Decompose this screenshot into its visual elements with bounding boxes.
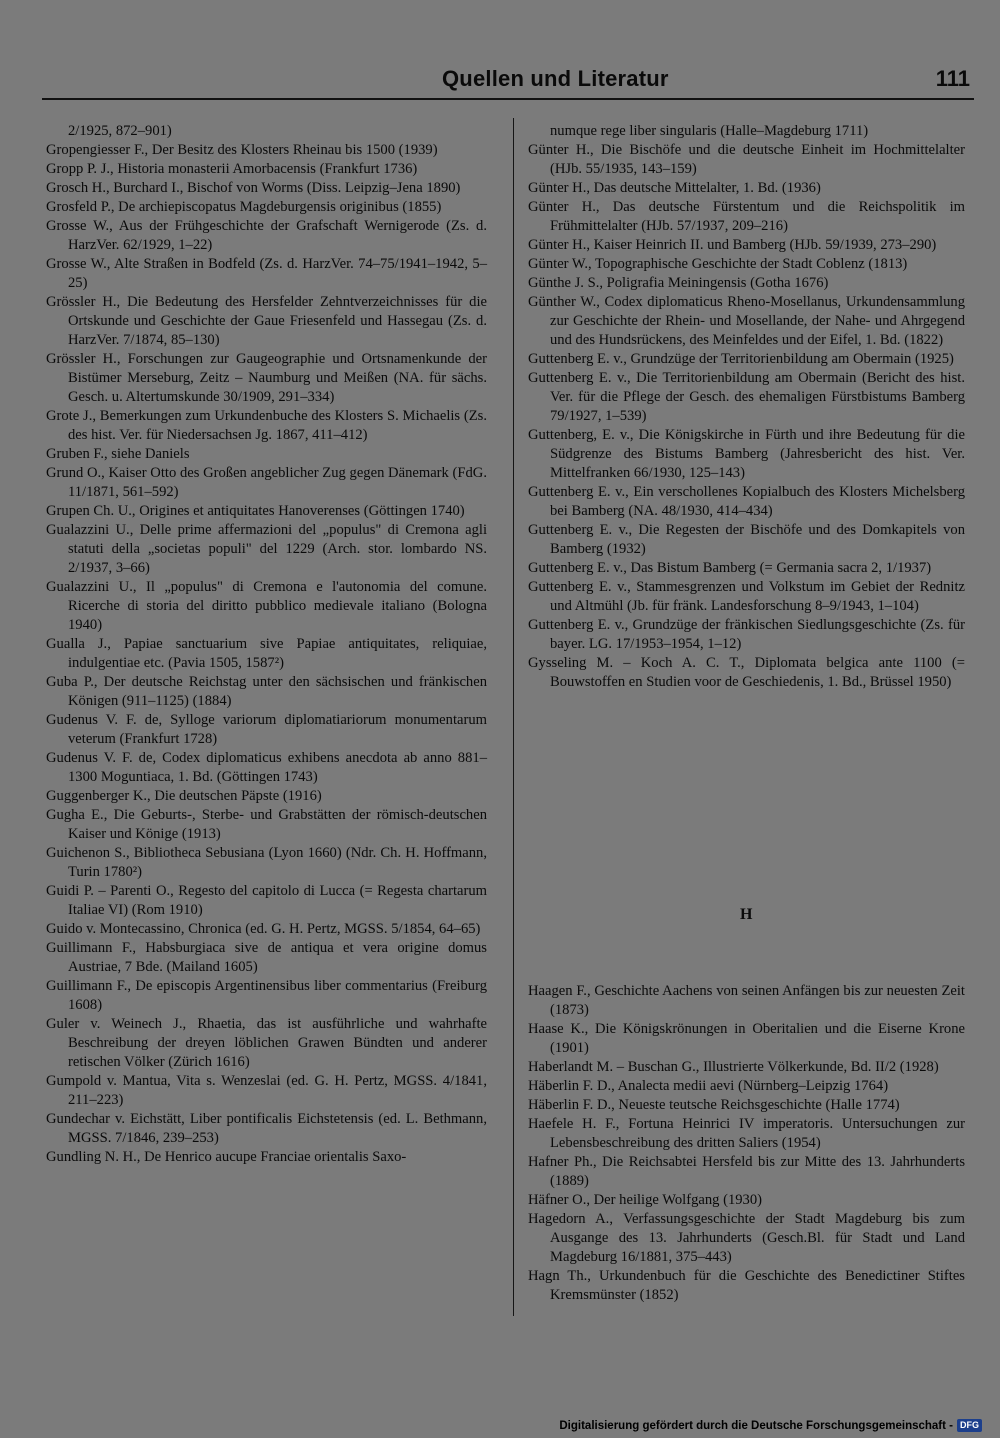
bibliography-entry: Guttenberg E. v., Ein verschollenes Kopialbuch des Klosters Michelsberg bei Bamberg (NA. 48/1930, 414–434) xyxy=(528,484,965,519)
bibliography-entry: Guttenberg E. v., Stammesgrenzen und Volkstum im Gebiet der Rednitz und Altmühl (Jb. für fränk. Landesforschung 8–9/1943, 1–104) xyxy=(528,579,965,614)
bibliography-entry: Grosse W., Aus der Frühgeschichte der Grafschaft Wernigerode (Zs. d. HarzVer. 62/1929, 1–22) xyxy=(46,218,487,253)
bibliography-entry: Grössler H., Die Bedeutung des Hersfelder Zehntverzeichnisses für die Ortskunde und Geschichte der Gaue Friesenfeld und Hassegau (Zs. d. HarzVer. 7/1874, 85–130) xyxy=(46,294,487,348)
bibliography-entry: Gudenus V. F. de, Codex diplomaticus exhibens anecdota ab anno 881–1300 Moguntiaca, 1. Bd. (Göttingen 1743) xyxy=(46,750,487,785)
bibliography-entry: Grosfeld P., De archiepiscopatus Magdeburgensis originibus (1855) xyxy=(46,199,442,215)
bibliography-entry: Gualazzini U., Delle prime affermazioni del „populus" di Cremona agli statuti della „societas populi" del 1229 (Arch. stor. lombardo NS. 2/1937, 3–66) xyxy=(46,522,487,576)
bibliography-entry: Guggenberger K., Die deutschen Päpste (1916) xyxy=(46,788,322,804)
bibliography-entry: Gropp P. J., Historia monasterii Amorbacensis (Frankfurt 1736) xyxy=(46,161,418,177)
bibliography-entry: Günter H., Das deutsche Mittelalter, 1. Bd. (1936) xyxy=(528,180,821,196)
bibliography-entry: Guido v. Montecassino, Chronica (ed. G. H. Pertz, MGSS. 5/1854, 64–65) xyxy=(46,921,481,937)
bibliography-entry: Guttenberg E. v., Grundzüge der fränkischen Siedlungsgeschichte (Zs. für bayer. LG. 17/1953–1954, 1–12) xyxy=(528,617,965,652)
bibliography-entry: Haefele H. F., Fortuna Heinrici IV imperatoris. Untersuchungen zur Lebensbeschreibung des dritten Saliers (1954) xyxy=(528,1116,965,1151)
page-title: Quellen und Literatur xyxy=(442,66,669,91)
bibliography-entry: Häberlin F. D., Analecta medii aevi (Nürnberg–Leipzig 1764) xyxy=(528,1078,889,1094)
bibliography-entry: Gundling N. H., De Henrico aucupe Franciae orientalis Saxo- xyxy=(46,1149,407,1165)
bibliography-entry: Günter H., Kaiser Heinrich II. und Bamberg (HJb. 59/1939, 273–290) xyxy=(528,237,937,253)
bibliography-entry: Grosch H., Burchard I., Bischof von Worms (Diss. Leipzig–Jena 1890) xyxy=(46,180,461,196)
bibliography-entry: Häfner O., Der heilige Wolfgang (1930) xyxy=(528,1192,763,1208)
bibliography-entry: Guba P., Der deutsche Reichstag unter den sächsischen und fränkischen Königen (911–1125) (1884) xyxy=(46,674,487,709)
running-head xyxy=(42,62,974,100)
right-column xyxy=(528,122,965,692)
bibliography-entry: Hafner Ph., Die Reichsabtei Hersfeld bis zur Mitte des 13. Jahrhunderts (1889) xyxy=(528,1154,965,1189)
bibliography-entry: Hagn Th., Urkundenbuch für die Geschichte des Benedictiner Stiftes Kremsmünster (1852) xyxy=(528,1268,965,1303)
bibliography-entry: Günter H., Das deutsche Fürstentum und die Reichspolitik im Frühmittelalter (HJb. 57/1937, 209–216) xyxy=(528,199,965,234)
footer-text: Digitalisierung gefördert durch die Deutsche Forschungsgemeinschaft - xyxy=(559,1419,953,1432)
bibliography-entry: Gruben F., siehe Daniels xyxy=(46,446,190,462)
bibliography-entry: Grote J., Bemerkungen zum Urkundenbuche des Klosters S. Michaelis (Zs. des hist. Ver. für Niedersachsen Jg. 1867, 411–412) xyxy=(46,408,487,443)
bibliography-entry: Gugha E., Die Geburts-, Sterbe- und Grabstätten der römisch-deutschen Kaiser und Könige (1913) xyxy=(46,807,487,842)
bibliography-entry: Grosse W., Alte Straßen in Bodfeld (Zs. d. HarzVer. 74–75/1941–1942, 5–25) xyxy=(46,256,487,291)
bibliography-entry: Guillimann F., Habsburgiaca sive de antiqua et vera origine domus Austriae, 7 Bde. (Mailand 1605) xyxy=(46,940,487,975)
bibliography-entry: Günter W., Topographische Geschichte der Stadt Coblenz (1813) xyxy=(528,256,908,272)
bibliography-entry: Gudenus V. F. de, Sylloge variorum diplomatiariorum monumentarum veterum (Frankfurt 1728) xyxy=(46,712,487,747)
dfg-logo: DFG xyxy=(957,1419,982,1432)
bibliography-entry: Gualla J., Papiae sanctuarium sive Papiae antiquitates, reliquiae, indulgentiae etc. (Pavia 1505, 1587²) xyxy=(46,636,487,671)
section-h-entries xyxy=(528,982,965,1305)
bibliography-entry: Gualazzini U., Il „populus" di Cremona e l'autonomia del comune. Ricerche di storia del diritto pubblico medievale italiano (Bologna 1940) xyxy=(46,579,487,633)
bibliography-entry: Gundechar v. Eichstätt, Liber pontificalis Eichstetensis (ed. L. Bethmann, MGSS. 7/1846, 239–253) xyxy=(46,1111,487,1146)
bibliography-entry: Häberlin F. D., Neueste teutsche Reichsgeschichte (Halle 1774) xyxy=(528,1097,900,1113)
bibliography-entry: Günter H., Die Bischöfe und die deutsche Einheit im Hochmittelalter (HJb. 55/1935, 143–159) xyxy=(528,142,965,177)
bibliography-entry: Guttenberg E. v., Das Bistum Bamberg (= Germania sacra 2, 1/1937) xyxy=(528,560,932,576)
page-number: 111 xyxy=(935,66,970,91)
bibliography-entry: Hagedorn A., Verfassungsgeschichte der Stadt Magdeburg bis zum Ausgange des 13. Jahrhunderts (Gesch.Bl. für Stadt und Land Magdeburg 16/1881, 375–443) xyxy=(528,1211,965,1265)
bibliography-entry: Guidi P. – Parenti O., Regesto del capitolo di Lucca (= Regesta chartarum Italiae VI) (Rom 1910) xyxy=(46,883,487,918)
bibliography-entry: Guttenberg E. v., Grundzüge der Territorienbildung am Obermain (1925) xyxy=(528,351,954,367)
bibliography-entry: Grössler H., Forschungen zur Gaugeographie und Ortsnamenkunde der Bistümer Merseburg, Zeitz – Naumburg und Meißen (NA. für sächs. Gesch. u. Altertumskunde 30/1909, 291–334) xyxy=(46,351,487,405)
bibliography-entry: Guttenberg E. v., Die Territorienbildung am Obermain (Bericht des hist. Ver. für die Pflege der Gesch. des ehemaligen Fürstbistums Bamberg 79/1927, 1–539) xyxy=(528,370,965,424)
bibliography-entry: Günther W., Codex diplomaticus Rheno-Mosellanus, Urkundensammlung zur Geschichte der Rhein- und Mosellande, der Nahe- und Ahrgegend und des Hundsrückens, des Meinfeldes und der Eifel, 1. Bd. (1822) xyxy=(528,294,965,348)
bibliography-entry: Gysseling M. – Koch A. C. T., Diplomata belgica ante 1100 (= Bouwstoffen en Studien voor de Geschiedenis, 1. Bd., Brüssel 1950) xyxy=(528,655,965,690)
bibliography-entry: Guichenon S., Bibliotheca Sebusiana (Lyon 1660) (Ndr. Ch. H. Hoffmann, Turin 1780²) xyxy=(46,845,487,880)
bibliography-entry: Grund O., Kaiser Otto des Großen angeblicher Zug gegen Dänemark (FdG. 11/1871, 561–592) xyxy=(46,465,487,500)
bibliography-entry: Gumpold v. Mantua, Vita s. Wenzeslai (ed. G. H. Pertz, MGSS. 4/1841, 211–223) xyxy=(46,1073,487,1108)
footer xyxy=(559,1419,982,1432)
bibliography-entry: Günthe J. S., Poligrafia Meiningensis (Gotha 1676) xyxy=(528,275,829,291)
bibliography-entry: Haase K., Die Königskrönungen in Oberitalien und die Eiserne Krone (1901) xyxy=(528,1021,965,1056)
bibliography-entry: Haagen F., Geschichte Aachens von seinen Anfängen bis zur neuesten Zeit (1873) xyxy=(528,983,965,1018)
bibliography-entry: Grupen Ch. U., Origines et antiquitates Hanoverenses (Göttingen 1740) xyxy=(46,503,465,519)
column-divider xyxy=(513,118,514,1316)
bibliography-entry: Gropengiesser F., Der Besitz des Klosters Rheinau bis 1500 (1939) xyxy=(46,142,438,158)
bibliography-entry: Guler v. Weinech J., Rhaetia, das ist ausführliche und wahrhafte Beschreibung der dreyen löblichen Grawen Bündten und anderer retischen Völker (Zürich 1616) xyxy=(46,1016,487,1070)
bibliography-entry: numque rege liber singularis (Halle–Magdeburg 1711) xyxy=(550,123,869,139)
bibliography-entry: Guillimann F., De episcopis Argentinensibus liber commentarius (Freiburg 1608) xyxy=(46,978,487,1013)
left-column xyxy=(46,122,487,1167)
section-heading-h: H xyxy=(740,906,753,923)
bibliography-entry: Guttenberg, E. v., Die Königskirche in Fürth und ihre Bedeutung für die Südgrenze des Bistums Bamberg (Jahresbericht des hist. Ver. Mittelfranken 66/1930, 125–143) xyxy=(528,427,965,481)
bibliography-entry: 2/1925, 872–901) xyxy=(68,123,172,139)
bibliography-entry: Haberlandt M. – Buschan G., Illustrierte Völkerkunde, Bd. II/2 (1928) xyxy=(528,1059,939,1075)
bibliography-entry: Guttenberg E. v., Die Regesten der Bischöfe und des Domkapitels von Bamberg (1932) xyxy=(528,522,965,557)
